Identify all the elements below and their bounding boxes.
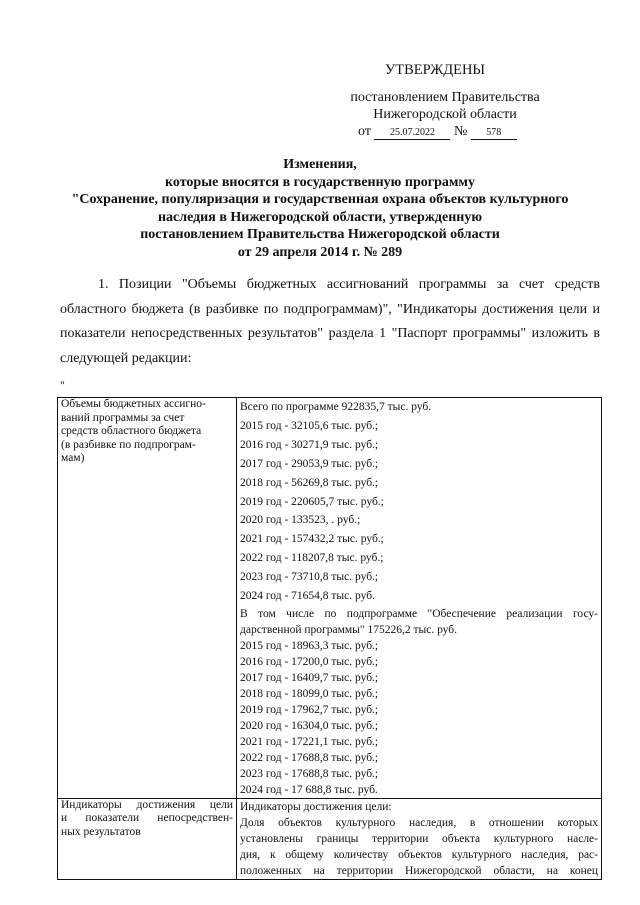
subprogram-text: дарственной программы" 175226,2 тыс. руб. bbox=[240, 623, 457, 636]
budget-year: 2023 год - 73710,8 тыс. руб.; bbox=[240, 571, 379, 584]
heading-line: наследия в Нижегородской области, утвержденную bbox=[157, 209, 483, 225]
label-line: Объемы бюджетных ассигно- bbox=[61, 398, 206, 410]
approval-number: 578 bbox=[471, 127, 517, 140]
label-line: ваний программы за счет bbox=[61, 411, 185, 424]
budget-label-cell bbox=[58, 398, 237, 799]
subprogram-year: 2024 год - 17 688,8 тыс. руб. bbox=[240, 783, 378, 796]
budget-year: 2021 год - 157432,2 тыс. руб.; bbox=[240, 533, 384, 546]
heading-line: от 29 апреля 2014 г. № 289 bbox=[237, 244, 403, 260]
approval-line-2: Нижегородской области bbox=[373, 107, 517, 122]
subprogram-year: 2016 год - 17200,0 тыс. руб.; bbox=[240, 655, 379, 668]
indicators-value-cell bbox=[237, 798, 602, 879]
indicators-text-line: положенных на территории Нижегородской области, на конец bbox=[240, 864, 598, 877]
label-line: мам) bbox=[61, 452, 85, 464]
budget-total: Всего по программе 922835,7 тыс. руб. bbox=[240, 401, 432, 413]
subprogram-year: 2018 год - 18099,0 тыс. руб.; bbox=[240, 687, 379, 700]
subprogram-year: 2019 год - 17962,7 тыс. руб.; bbox=[240, 703, 379, 716]
date-prefix: от bbox=[358, 124, 371, 139]
program-passport-table bbox=[57, 397, 602, 880]
budget-year: 2017 год - 29053,9 тыс. руб.; bbox=[240, 457, 379, 470]
approval-line-1: постановлением Правительства bbox=[350, 90, 540, 105]
heading-line: которые вносятся в государственную программу bbox=[165, 174, 475, 190]
table-row bbox=[58, 398, 602, 799]
label-line: (в разбивке по подпрограм- bbox=[61, 438, 196, 451]
budget-year: 2018 год - 56269,8 тыс. руб.; bbox=[240, 476, 379, 489]
indicators-text-line: Доля объектов культурного наследия, в отношении которых bbox=[240, 816, 598, 829]
heading-line: постановлением Правительства Нижегородской области bbox=[140, 227, 500, 242]
table-row bbox=[58, 798, 602, 879]
heading-line: "Сохранение, популяризация и государственная охрана объектов культурного bbox=[71, 192, 569, 207]
subprogram-year: 2022 год - 17688,8 тыс. руб.; bbox=[240, 751, 379, 764]
budget-year: 2020 год - 133523, . руб.; bbox=[240, 514, 361, 527]
budget-year: 2022 год - 118207,8 тыс. руб.; bbox=[240, 552, 384, 565]
indicators-text-line: установлены границы территории объекта культурного насле- bbox=[240, 832, 598, 845]
approval-date: 25.07.2022 bbox=[374, 127, 450, 140]
number-prefix: № bbox=[453, 124, 468, 139]
indicators-text-line: дия, к общему количеству объектов культурного наследия, рас- bbox=[240, 848, 598, 861]
label-line: Индикаторы достижения цели bbox=[61, 798, 233, 811]
subprogram-year: 2023 год - 17688,8 тыс. руб.; bbox=[240, 767, 379, 780]
subprogram-text: В том числе по подпрограмме "Обеспечение реализации госу- bbox=[240, 607, 598, 620]
subprogram-year: 2015 год - 18963,3 тыс. руб.; bbox=[240, 639, 379, 652]
budget-year: 2024 год - 71654,8 тыс. руб. bbox=[240, 590, 375, 603]
opening-quote: " bbox=[60, 378, 65, 392]
subprogram-year: 2017 год - 16409,7 тыс. руб.; bbox=[240, 671, 379, 684]
label-line: и показатели непосредствен- bbox=[61, 812, 233, 825]
label-line: средств областного бюджета bbox=[61, 425, 202, 437]
budget-year: 2016 год - 30271,9 тыс. руб.; bbox=[240, 438, 379, 451]
heading-line: Изменения, bbox=[283, 157, 357, 172]
indicators-label-cell bbox=[58, 798, 237, 879]
document-heading bbox=[40, 156, 600, 261]
budget-value-cell bbox=[237, 398, 602, 799]
approval-title: УТВЕРЖДЕНЫ bbox=[385, 62, 486, 78]
body-paragraph: 1. Позиции "Объемы бюджетных ассигнований программы за счет средств областного бюджета (в разбивке по подпрограммам)", "Индикаторы достижения цели и показатели непосредственных результатов" раздела 1 "Паспорт программы" изложить в следующей редакции: bbox=[60, 277, 600, 366]
budget-year: 2015 год - 32105,6 тыс. руб.; bbox=[240, 419, 379, 432]
indicators-title: Индикаторы достижения цели: bbox=[240, 800, 392, 813]
budget-year: 2019 год - 220605,7 тыс. руб.; bbox=[240, 495, 384, 508]
label-line: ных результатов bbox=[61, 825, 141, 838]
approval-date-line bbox=[330, 123, 560, 140]
subprogram-year: 2020 год - 16304,0 тыс. руб.; bbox=[240, 719, 379, 732]
subprogram-year: 2021 год - 17221,1 тыс. руб.; bbox=[240, 735, 379, 748]
approval-block bbox=[330, 62, 560, 140]
